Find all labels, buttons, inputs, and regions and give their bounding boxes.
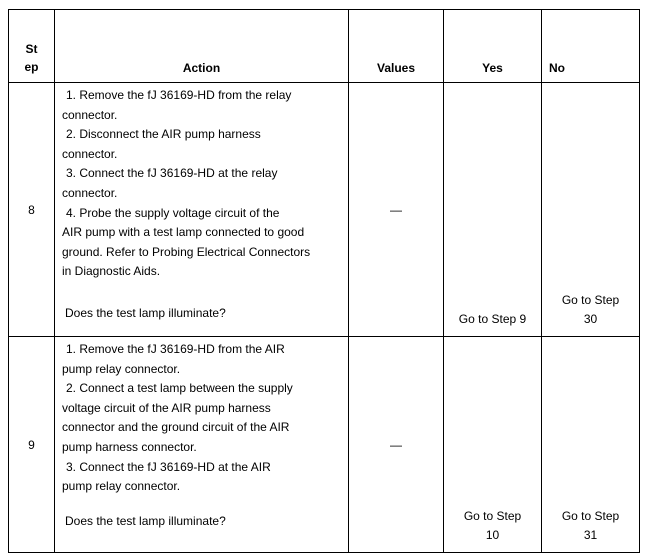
action-line: pump relay connector. bbox=[62, 361, 181, 376]
no-result-line1: Go to Step bbox=[561, 508, 620, 523]
step-header-line1: St bbox=[25, 42, 38, 56]
yes-header: Yes bbox=[444, 10, 542, 83]
question-text: Does the test lamp illuminate? bbox=[65, 513, 226, 528]
no-result bbox=[542, 83, 640, 337]
action-cell bbox=[55, 337, 349, 553]
action-line: in Diagnostic Aids. bbox=[62, 264, 161, 279]
yes-result bbox=[444, 83, 542, 337]
action-line: 3. Connect the fJ 36169-HD at the AIR bbox=[66, 459, 271, 474]
no-header: No bbox=[542, 10, 640, 83]
action-line: 3. Connect the fJ 36169-HD at the relay bbox=[66, 166, 278, 181]
step-header-line2: ep bbox=[24, 60, 39, 74]
yes-result-text: Go to Step 9 bbox=[458, 312, 527, 327]
step-header bbox=[9, 10, 55, 83]
step-number: 8 bbox=[9, 83, 55, 337]
question-text: Does the test lamp illuminate? bbox=[65, 305, 226, 320]
action-cell bbox=[55, 83, 349, 337]
no-result bbox=[542, 337, 640, 553]
values-header: Values bbox=[349, 10, 444, 83]
no-result-line1: Go to Step bbox=[561, 292, 620, 307]
values-cell: — bbox=[349, 83, 444, 337]
yes-result-line1: Go to Step bbox=[463, 508, 522, 523]
action-line: AIR pump with a test lamp connected to good bbox=[62, 225, 305, 240]
step-number: 9 bbox=[9, 337, 55, 553]
action-line: 1. Remove the fJ 36169-HD from the AIR bbox=[66, 342, 285, 356]
action-line: connector. bbox=[62, 146, 118, 161]
action-line: 4. Probe the supply voltage circuit of the bbox=[66, 205, 280, 220]
action-header: Action bbox=[55, 10, 349, 83]
header-row bbox=[9, 10, 640, 83]
action-line: voltage circuit of the AIR pump harness bbox=[62, 400, 271, 415]
action-line: ground. Refer to Probing Electrical Connectors bbox=[62, 244, 311, 259]
action-line: pump relay connector. bbox=[62, 479, 181, 494]
yes-result-line2: 10 bbox=[485, 528, 500, 543]
action-line: connector. bbox=[62, 185, 118, 200]
diagnostic-table bbox=[8, 9, 640, 553]
table-row-step-8 bbox=[9, 83, 640, 337]
action-line: 2. Connect a test lamp between the supply bbox=[66, 381, 293, 396]
no-result-line2: 31 bbox=[583, 528, 598, 543]
action-line: connector. bbox=[62, 107, 118, 122]
values-cell: — bbox=[349, 337, 444, 553]
no-result-line2: 30 bbox=[583, 312, 598, 327]
table-row-step-9 bbox=[9, 337, 640, 553]
action-line: pump harness connector. bbox=[62, 439, 197, 454]
action-line: connector and the ground circuit of the AIR bbox=[62, 420, 290, 435]
yes-result bbox=[444, 337, 542, 553]
action-line: 2. Disconnect the AIR pump harness bbox=[66, 127, 261, 142]
action-line: 1. Remove the fJ 36169-HD from the relay bbox=[66, 88, 292, 102]
